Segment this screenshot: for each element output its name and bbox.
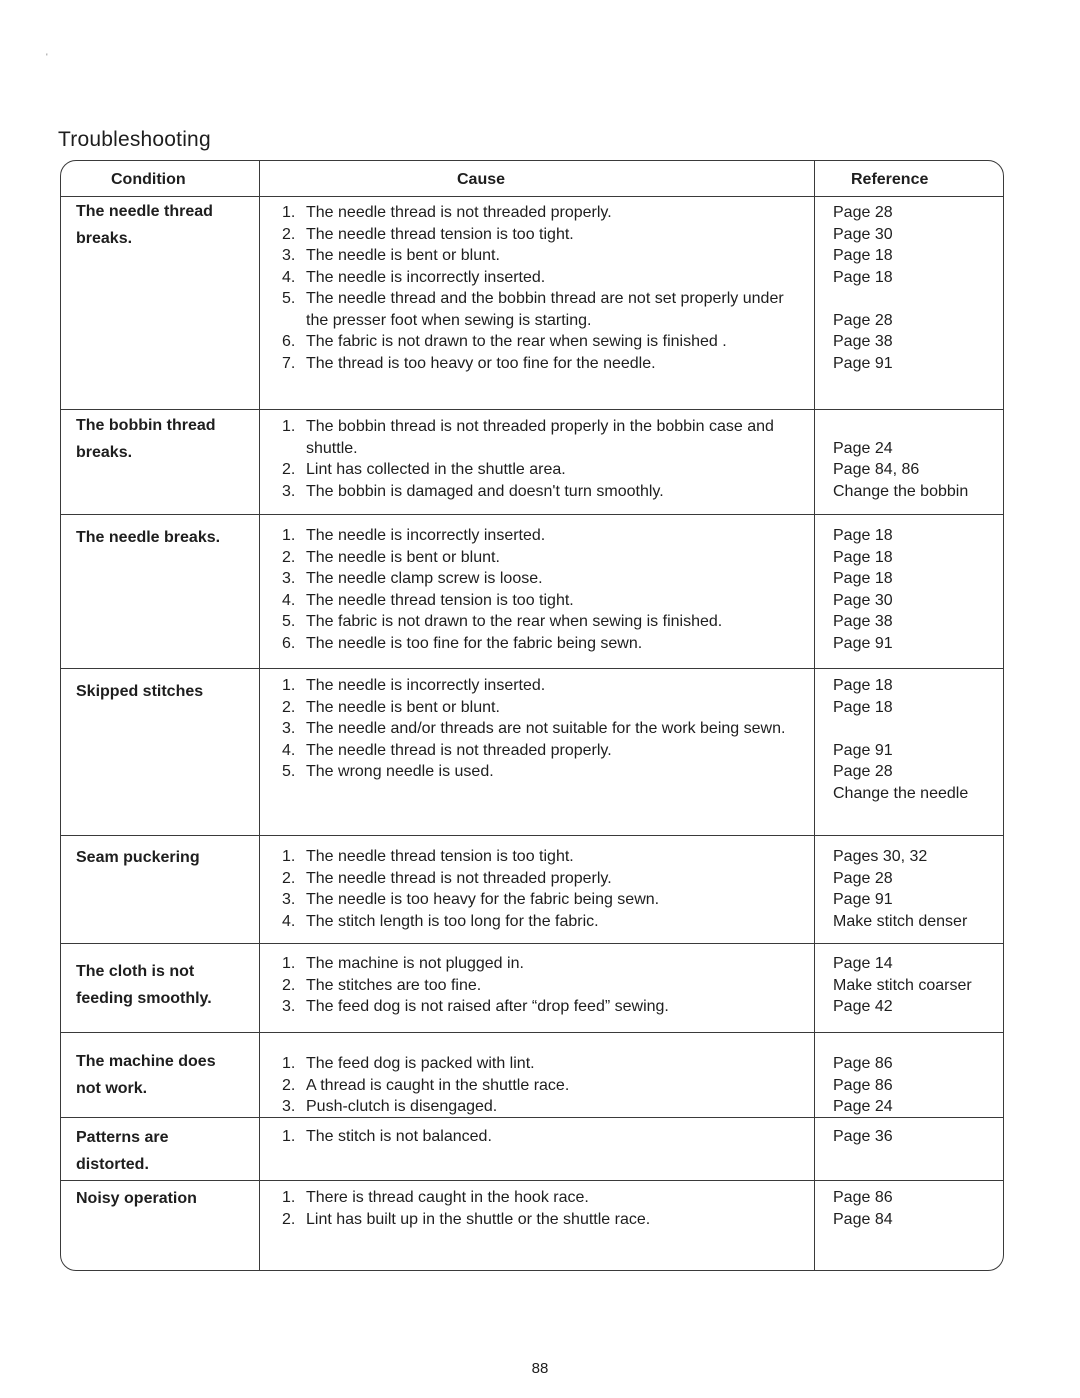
reference-line: Page 84 — [833, 1210, 893, 1228]
condition-cell — [76, 412, 256, 466]
cause-cell — [282, 1126, 802, 1148]
reference-line: Page 84, 86 — [833, 461, 920, 478]
condition-line: breaks. — [76, 444, 133, 461]
cause-text: The needle is bent or blunt. — [306, 247, 500, 264]
cause-item — [282, 761, 802, 783]
cause-item — [282, 590, 802, 612]
cause-item — [282, 481, 802, 503]
reference-line — [833, 416, 1003, 438]
cause-text: The needle thread tension is too tight. — [306, 848, 574, 865]
reference-cell — [833, 675, 1003, 804]
cause-text: Push-clutch is disengaged. — [306, 1098, 498, 1115]
row-divider — [61, 943, 1003, 944]
cause-number: 3. — [282, 998, 296, 1015]
cause-text: The needle is incorrectly inserted. — [306, 677, 546, 694]
cause-item — [282, 267, 802, 289]
cause-item — [282, 1075, 802, 1097]
condition-line: The machine does — [76, 1053, 216, 1070]
cause-number: 2. — [282, 869, 296, 887]
reference-line: Page 18 — [833, 548, 893, 566]
cause-cell — [282, 202, 802, 374]
cause-item — [282, 611, 802, 633]
cause-number: 4. — [282, 268, 296, 286]
cause-text: The needle thread is not threaded properly. — [306, 204, 612, 221]
cause-text: The feed dog is packed with lint. — [306, 1055, 535, 1072]
cause-text: The needle is incorrectly inserted. — [306, 527, 546, 544]
cause-number: 1. — [282, 1128, 296, 1145]
cause-item — [282, 996, 802, 1018]
row-divider — [61, 409, 1003, 410]
cause-cell — [282, 846, 802, 932]
cause-item — [282, 1096, 802, 1118]
reference-line: Page 91 — [833, 354, 893, 372]
cause-number: 2. — [282, 461, 296, 478]
condition-line: The cloth is not — [76, 963, 195, 980]
reference-line: Page 36 — [833, 1128, 893, 1145]
reference-line: Page 18 — [833, 247, 893, 264]
cause-text: The feed dog is not raised after “drop feed” sewing. — [306, 998, 669, 1015]
condition-line: breaks. — [76, 230, 133, 247]
cause-number: 1. — [282, 204, 296, 221]
condition-cell — [76, 1124, 256, 1178]
reference-cell — [833, 202, 1003, 374]
cause-item — [282, 1209, 802, 1231]
condition-cell — [76, 198, 256, 252]
page-number: 88 — [531, 1360, 549, 1377]
cause-number: 1. — [282, 1055, 296, 1072]
reference-line: Page 24 — [833, 439, 893, 457]
condition-line: The needle breaks. — [76, 529, 221, 546]
reference-line — [833, 288, 1003, 310]
cause-header: Cause — [457, 171, 506, 188]
cause-number: 1. — [282, 848, 296, 865]
cause-item — [282, 245, 802, 267]
cause-item — [282, 633, 802, 655]
reference-line: Page 14 — [833, 955, 893, 972]
condition-line: The needle thread — [76, 203, 213, 220]
cause-number: 3. — [282, 570, 296, 587]
condition-line: Seam puckering — [76, 849, 200, 866]
condition-cell — [76, 524, 256, 551]
reference-line: Page 28 — [833, 204, 893, 221]
cause-item — [282, 868, 802, 890]
cause-text: The needle thread tension is too tight. — [306, 225, 574, 243]
cause-item — [282, 1187, 802, 1209]
row-divider — [61, 1032, 1003, 1033]
cause-item — [282, 331, 802, 353]
reference-line: Page 86 — [833, 1076, 893, 1094]
column-divider — [259, 161, 260, 1270]
cause-text: The needle thread is not threaded properly. — [306, 741, 612, 759]
cause-text: The fabric is not drawn to the rear when sewing is finished. — [306, 613, 723, 630]
reference-cell — [833, 525, 1003, 654]
condition-line: Patterns are — [76, 1129, 169, 1146]
cause-item — [282, 288, 802, 331]
reference-line: Page 28 — [833, 763, 893, 780]
reference-line: Page 30 — [833, 591, 893, 609]
troubleshooting-table — [60, 160, 1004, 1271]
cause-item — [282, 889, 802, 911]
cause-item — [282, 718, 802, 740]
reference-line: Page 86 — [833, 1189, 893, 1206]
cause-number: 3. — [282, 720, 296, 737]
cause-text: There is thread caught in the hook race. — [306, 1189, 589, 1206]
cause-cell — [282, 675, 802, 783]
condition-line: Skipped stitches — [76, 683, 204, 700]
cause-number: 2. — [282, 548, 296, 566]
cause-text: The needle is too heavy for the fabric being sewn. — [306, 891, 660, 908]
cause-number: 1. — [282, 677, 296, 694]
cause-text: The needle is incorrectly inserted. — [306, 268, 546, 286]
cause-number: 7. — [282, 354, 296, 372]
reference-line: Page 18 — [833, 527, 893, 544]
reference-line: Page 18 — [833, 570, 893, 587]
cause-text: The stitch is not balanced. — [306, 1128, 492, 1145]
cause-number: 2. — [282, 698, 296, 716]
cause-text: The needle is bent or blunt. — [306, 548, 500, 566]
reference-line: Page 28 — [833, 869, 893, 887]
header-divider — [61, 196, 1003, 197]
cause-cell — [282, 525, 802, 654]
cause-number: 1. — [282, 527, 296, 544]
cause-number: 2. — [282, 976, 296, 994]
cause-number: 1. — [282, 418, 296, 435]
cause-number: 4. — [282, 591, 296, 609]
reference-line: Page 18 — [833, 677, 893, 694]
cause-item — [282, 740, 802, 762]
condition-cell — [76, 678, 256, 705]
cause-text: The needle and/or threads are not suitable for the work being sewn. — [306, 720, 786, 737]
condition-cell — [76, 844, 256, 871]
reference-line: Page 24 — [833, 1098, 893, 1115]
cause-item — [282, 846, 802, 868]
row-divider — [61, 1180, 1003, 1181]
reference-cell — [833, 1126, 1003, 1148]
reference-line: Page 18 — [833, 268, 893, 286]
cause-number: 2. — [282, 225, 296, 243]
condition-cell — [76, 958, 256, 1012]
cause-text: The stitch length is too long for the fabric. — [306, 912, 599, 930]
cause-text: The needle is too fine for the fabric being sewn. — [306, 634, 643, 652]
stray-mark: ' — [46, 52, 48, 62]
reference-cell — [833, 416, 1003, 502]
reference-header: Reference — [851, 171, 929, 188]
reference-cell — [833, 1053, 1003, 1118]
cause-cell — [282, 953, 802, 1018]
reference-line: Page 38 — [833, 333, 893, 350]
reference-line: Page 28 — [833, 311, 893, 329]
row-divider — [61, 514, 1003, 515]
cause-text: The needle thread and the bobbin thread are not set properly under the presser foot when sewing is starting. — [306, 290, 784, 329]
reference-line: Change the bobbin — [833, 482, 969, 500]
cause-item — [282, 953, 802, 975]
cause-text: The stitches are too fine. — [306, 976, 482, 994]
cause-item — [282, 353, 802, 375]
cause-number: 2. — [282, 1076, 296, 1094]
cause-text: The bobbin thread is not threaded properly in the bobbin case and shuttle. — [306, 418, 774, 457]
cause-item — [282, 416, 802, 459]
reference-line: Page 86 — [833, 1055, 893, 1072]
reference-line: Pages 30, 32 — [833, 848, 928, 865]
cause-item — [282, 1053, 802, 1075]
reference-line: Page 30 — [833, 225, 893, 243]
cause-item — [282, 459, 802, 481]
cause-number: 3. — [282, 482, 296, 500]
reference-line: Page 18 — [833, 698, 893, 716]
condition-cell — [76, 1185, 256, 1212]
cause-text: The machine is not plugged in. — [306, 955, 524, 972]
cause-number: 1. — [282, 955, 296, 972]
cause-text: The bobbin is damaged and doesn't turn smoothly. — [306, 482, 664, 500]
cause-text: The needle thread tension is too tight. — [306, 591, 574, 609]
reference-line: Page 91 — [833, 741, 893, 759]
cause-number: 1. — [282, 1189, 296, 1206]
cause-item — [282, 675, 802, 697]
condition-line: The bobbin thread — [76, 417, 216, 434]
cause-item — [282, 697, 802, 719]
reference-cell — [833, 1187, 1003, 1230]
cause-text: The needle thread is not threaded properly. — [306, 869, 612, 887]
cause-item — [282, 525, 802, 547]
cause-text: The needle is bent or blunt. — [306, 698, 500, 716]
cause-item — [282, 224, 802, 246]
reference-line: Change the needle — [833, 784, 969, 802]
cause-cell — [282, 1053, 802, 1118]
condition-cell — [76, 1048, 256, 1102]
condition-line: distorted. — [76, 1156, 149, 1173]
cause-item — [282, 568, 802, 590]
row-divider — [61, 835, 1003, 836]
condition-line: Noisy operation — [76, 1190, 197, 1207]
cause-number: 4. — [282, 912, 296, 930]
cause-item — [282, 975, 802, 997]
page-title: Troubleshooting — [58, 128, 211, 151]
cause-number: 5. — [282, 290, 296, 307]
reference-cell — [833, 953, 1003, 1018]
reference-line: Page 42 — [833, 998, 893, 1015]
cause-item — [282, 202, 802, 224]
cause-number: 2. — [282, 1210, 296, 1228]
cause-text: A thread is caught in the shuttle race. — [306, 1076, 570, 1094]
cause-text: The fabric is not drawn to the rear when sewing is finished . — [306, 333, 727, 350]
condition-line: feeding smoothly. — [76, 990, 212, 1007]
cause-text: Lint has built up in the shuttle or the shuttle race. — [306, 1210, 651, 1228]
row-divider — [61, 668, 1003, 669]
cause-cell — [282, 416, 802, 502]
reference-line — [833, 718, 1003, 740]
reference-line: Make stitch coarser — [833, 976, 972, 994]
cause-text: Lint has collected in the shuttle area. — [306, 461, 566, 478]
cause-item — [282, 547, 802, 569]
cause-number: 4. — [282, 741, 296, 759]
cause-cell — [282, 1187, 802, 1230]
cause-number: 3. — [282, 1098, 296, 1115]
cause-number: 5. — [282, 763, 296, 780]
cause-number: 6. — [282, 634, 296, 652]
reference-line: Page 91 — [833, 634, 893, 652]
cause-text: The needle clamp screw is loose. — [306, 570, 543, 587]
row-divider — [61, 1117, 1003, 1118]
cause-text: The thread is too heavy or too fine for the needle. — [306, 354, 656, 372]
reference-line: Page 38 — [833, 613, 893, 630]
reference-line: Make stitch denser — [833, 912, 968, 930]
cause-item — [282, 1126, 802, 1148]
cause-number: 5. — [282, 613, 296, 630]
cause-number: 6. — [282, 333, 296, 350]
condition-line: not work. — [76, 1080, 148, 1097]
condition-header: Condition — [111, 171, 186, 188]
reference-cell — [833, 846, 1003, 932]
column-divider — [814, 161, 815, 1270]
cause-text: The wrong needle is used. — [306, 763, 494, 780]
cause-item — [282, 911, 802, 933]
reference-line: Page 91 — [833, 891, 893, 908]
cause-number: 3. — [282, 247, 296, 264]
cause-number: 3. — [282, 891, 296, 908]
